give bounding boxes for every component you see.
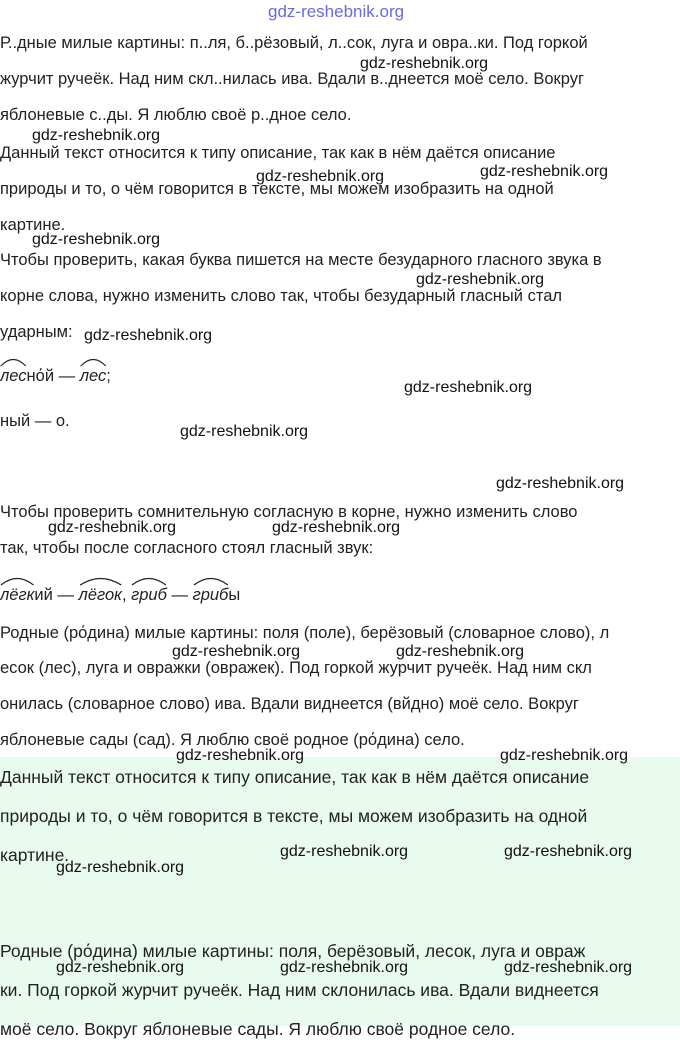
text-line: Чтобы проверить, какая буква пишется на месте безударного гласного звука в [0,251,602,269]
text-line: так, чтобы после согласного стоял гласный звук: [0,539,374,557]
root-word: лёгк [0,586,35,604]
root-mark [0,367,27,386]
text-line: ударным: [0,323,73,341]
watermark: gdz-reshebnik.org [180,423,309,440]
text-line: корне слова, нужно изменить слово так, чтобы безударный гласный стал [0,287,562,305]
text-line: Родные (рόдина) милые картины: поля (поле), берёзовый (словарное слово), л [0,624,610,642]
watermark: gdz-reshebnik.org [256,168,385,185]
watermark: gdz-reshebnik.org [396,643,525,660]
text-line: журчит ручеёк. Над ним скл..нилась ива. Вдали в..днеется моё село. Вокруг [0,70,585,88]
root-word: лёгок [78,586,122,604]
text-line: картине. [0,845,70,865]
root-arc-icon [193,576,229,586]
watermark: gdz-reshebnik.org [176,747,305,764]
root-example-line [0,367,111,386]
root-arc-icon [0,357,27,367]
text-line: ный — о. [0,412,70,430]
text-line: Родные (рόдина) милые картины: поля, берёзовый, лесок, луга и овраж [0,941,586,961]
root-word: гриб [131,586,167,604]
watermark: gdz-reshebnik.org [500,747,629,764]
watermark: gdz-reshebnik.org [172,643,301,660]
text-line: яблоневые сады (сад). Я люблю своё родное (рόдина) село. [0,731,465,749]
watermark: gdz-reshebnik.org [416,271,545,288]
root-mark [80,367,107,386]
root-word: лес [79,367,107,385]
watermark: gdz-reshebnik.org [404,379,533,396]
watermark: gdz-reshebnik.org [48,519,177,536]
text-line: Р..дные милые картины: п..ля, б..рёзовый, л..сок, луга и овра..ки. Под горкой [0,34,588,52]
watermark: gdz-reshebnik.org [32,231,161,248]
root-arc-icon [131,576,167,586]
text-line: есок (лес), луга и овражки (овражек). Под горкой журчит ручеёк. Над ним скл [0,659,592,677]
root-arc-icon [79,576,122,586]
root-word: лес [0,367,27,385]
root-mark [193,586,229,605]
text-line: яблоневые с..ды. Я люблю своё р..дное село. [0,106,352,124]
site-watermark-top[interactable]: gdz-reshebnik.org [268,2,405,21]
watermark: gdz-reshebnik.org [272,519,401,536]
word-ending: нόй — [26,367,80,385]
watermark: gdz-reshebnik.org [56,859,185,876]
watermark: gdz-reshebnik.org [504,959,633,976]
watermark: gdz-reshebnik.org [84,327,213,344]
text-line: картине. [0,216,66,234]
text-line: Чтобы проверить сомнительную согласную в корне, нужно изменить слово [0,503,578,521]
watermark: gdz-reshebnik.org [56,959,185,976]
root-arc-icon [0,576,34,586]
root-mark [131,586,167,605]
root-mark [79,586,122,605]
watermark: gdz-reshebnik.org [32,127,161,144]
text-line: ки. Под горкой журчит ручеёк. Над ним склонилась ива. Вдали виднеется [0,980,599,1000]
root-arc-icon [80,357,107,367]
watermark: gdz-reshebnik.org [280,959,409,976]
watermark: gdz-reshebnik.org [360,55,489,72]
text-line: Данный текст относится к типу описание, так как в нём даётся описание [0,144,556,162]
watermark: gdz-reshebnik.org [496,475,625,492]
text-line: онилась (словарное слово) ива. Вдали виднеется (вйдно) моё село. Вокруг [0,695,579,713]
text-line: Данный текст относится к типу описание, так как в нём даётся описание [0,767,590,787]
text-line: природы и то, о чём говорится в тексте, мы можем изобразить на одной [0,806,588,826]
word-ending: ы [228,586,241,604]
root-example-line [0,586,240,605]
punctuation: ; [106,367,111,385]
word-ending: ий — [34,586,79,604]
watermark: gdz-reshebnik.org [504,843,633,860]
punctuation: — [166,586,193,604]
text-line: природы и то, о чём говорится в тексте, мы можем изобразить на одной [0,180,554,198]
root-word: гриб [192,586,229,604]
watermark: gdz-reshebnik.org [280,843,409,860]
root-mark [0,586,34,605]
punctuation: , [121,586,132,604]
watermark: gdz-reshebnik.org [480,163,609,180]
text-line: моё село. Вокруг яблоневые сады. Я люблю своё родное село. [0,1019,516,1039]
